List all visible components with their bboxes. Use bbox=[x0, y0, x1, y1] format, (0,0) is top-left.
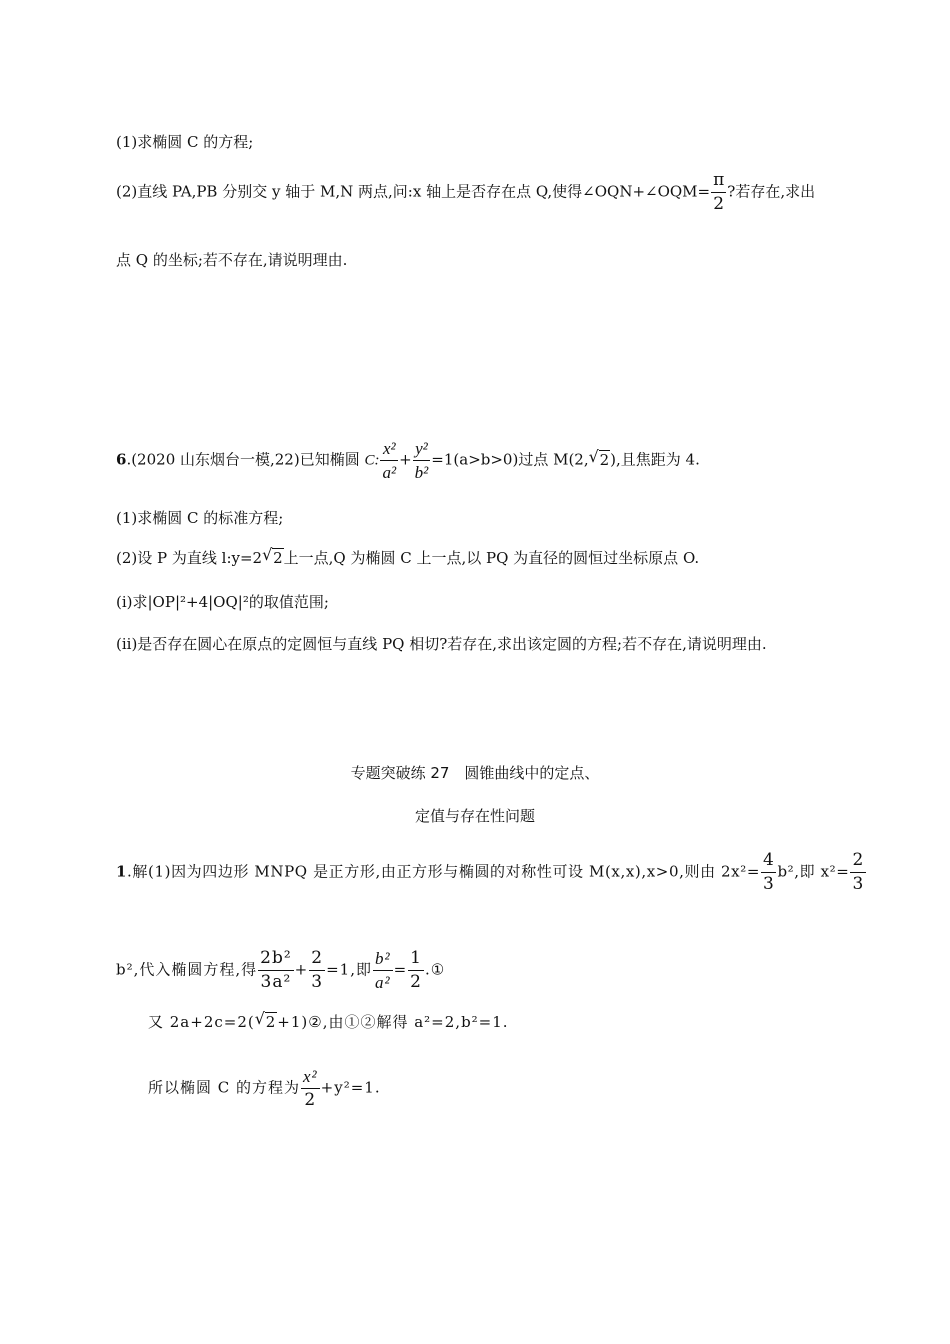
frac-den: 2 bbox=[410, 972, 422, 992]
condition-text: =1(a>b>0)过点 M(2, bbox=[431, 450, 589, 469]
fraction-4-3 bbox=[761, 852, 776, 893]
problem-6-q2 bbox=[116, 545, 700, 568]
sqrt-value: 2 bbox=[265, 1013, 277, 1031]
solution-1-line4 bbox=[148, 1068, 381, 1109]
solution-number: 1 bbox=[116, 862, 128, 881]
fraction-2-3 bbox=[309, 950, 325, 991]
sqrt-value: 2 bbox=[599, 450, 610, 469]
line4-a: 所以椭圆 C 的方程为 bbox=[148, 1078, 301, 1097]
radical-icon: √ bbox=[262, 545, 273, 564]
section-title-line1: 专题突破练 27 圆锥曲线中的定点、 bbox=[350, 764, 600, 782]
fraction-x2-2 bbox=[301, 1068, 320, 1109]
line1-text: .解(1)因为四边形 MNPQ 是正方形,由正方形与椭圆的对称性可设 M(x,x),x>0,则由 2x²= bbox=[127, 862, 761, 881]
frac-den: a² bbox=[374, 973, 391, 992]
problem-source: .(2020 山东烟台一模,22)已知椭圆 bbox=[126, 450, 365, 469]
fraction-1-2 bbox=[408, 950, 424, 991]
problem-number: 6 bbox=[116, 450, 127, 469]
radical-icon: √ bbox=[588, 446, 599, 466]
frac-num: x² bbox=[380, 440, 398, 461]
frac-den: b² bbox=[414, 463, 429, 482]
frac-num: 2b² bbox=[258, 950, 294, 971]
fraction-y2-b2 bbox=[413, 440, 431, 481]
q2-part-b: 上一点,Q 为椭圆 C 上一点,以 PQ 为直径的圆恒过坐标原点 O. bbox=[283, 549, 700, 567]
frac-den: a² bbox=[382, 463, 397, 482]
radical-icon: √ bbox=[254, 1009, 266, 1028]
frac-num: 1 bbox=[408, 950, 424, 971]
fraction-x2-a2 bbox=[380, 440, 398, 481]
frac-den: 2 bbox=[713, 194, 725, 214]
fraction-b2-a2 bbox=[373, 950, 393, 991]
frac-num: 2 bbox=[850, 852, 865, 873]
equals-sign: = bbox=[393, 960, 408, 979]
frac-den: 3 bbox=[311, 972, 324, 992]
prev-q1: (1)求椭圆 C 的方程; bbox=[116, 133, 254, 151]
q2-part-a: (2)设 P 为直线 l:y=2 bbox=[116, 549, 263, 567]
line3-a: 又 2a+2c=2( bbox=[148, 1013, 255, 1031]
prev-q2-fraction bbox=[711, 172, 726, 213]
line2-b: =1,即 bbox=[326, 960, 372, 979]
line3-b: +1)②,由①②解得 a²=2,b²=1. bbox=[277, 1013, 509, 1031]
prev-q2-text: (2)直线 PA,PB 分别交 y 轴于 M,N 两点,问:x 轴上是否存在点 Q,使得∠OQN+∠OQM= bbox=[116, 182, 711, 201]
prev-q2-tail: ?若存在,求出 bbox=[727, 182, 816, 201]
sqrt-symbol bbox=[262, 545, 284, 568]
tail-text: ),且焦距为 4. bbox=[610, 450, 700, 469]
frac-den: 2 bbox=[304, 1090, 317, 1110]
prev-q2 bbox=[116, 172, 815, 213]
fraction-2-3 bbox=[850, 852, 865, 893]
frac-den: 3 bbox=[852, 874, 864, 894]
line1-mid: b²,即 x²= bbox=[777, 862, 850, 881]
problem-6-qii: (ii)是否存在圆心在原点的定圆恒与直线 PQ 相切?若存在,求出该定圆的方程;若不存在,请说明理由. bbox=[116, 635, 767, 653]
sqrt-value: 2 bbox=[273, 549, 283, 567]
problem-6-qi: (i)求|OP|²+4|OQ|²的取值范围; bbox=[116, 593, 329, 611]
sqrt-symbol bbox=[588, 446, 611, 470]
problem-6-q1: (1)求椭圆 C 的标准方程; bbox=[116, 509, 284, 527]
solution-1-line3 bbox=[148, 1009, 509, 1032]
frac-num: y² bbox=[413, 440, 431, 461]
prev-q2-continued: 点 Q 的坐标;若不存在,请说明理由. bbox=[116, 251, 348, 269]
section-title-line2: 定值与存在性问题 bbox=[414, 807, 535, 825]
frac-den: 3 bbox=[763, 874, 775, 894]
solution-1-line2 bbox=[116, 950, 445, 991]
sqrt-symbol bbox=[254, 1009, 278, 1032]
frac-num: b² bbox=[373, 950, 393, 971]
line4-b: +y²=1. bbox=[320, 1078, 381, 1097]
problem-6-statement bbox=[116, 440, 700, 481]
frac-num: x² bbox=[301, 1068, 320, 1089]
line2-c: .① bbox=[424, 960, 446, 979]
frac-num: 4 bbox=[761, 852, 776, 873]
frac-num: π bbox=[711, 172, 726, 193]
line2-a: b²,代入椭圆方程,得 bbox=[116, 960, 258, 979]
curve-label: C: bbox=[364, 452, 380, 469]
frac-num: 2 bbox=[309, 950, 325, 971]
frac-den: 3a² bbox=[260, 972, 292, 992]
plus-sign: + bbox=[399, 450, 412, 469]
solution-1-line1 bbox=[116, 852, 867, 893]
fraction-2b2-3a2 bbox=[258, 950, 294, 991]
plus-sign: + bbox=[294, 960, 309, 979]
